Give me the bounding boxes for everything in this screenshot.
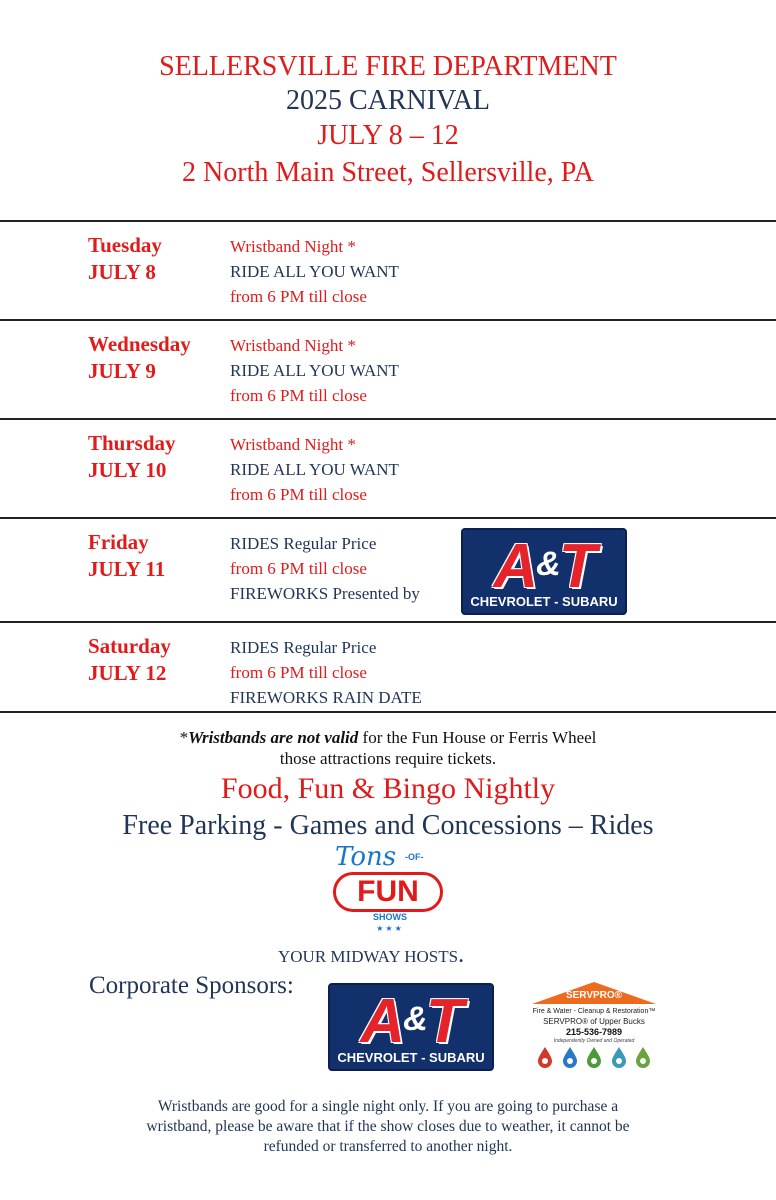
schedule-day xyxy=(88,430,176,484)
info-line-2: RIDE ALL YOU WANT xyxy=(230,262,399,281)
day-name: Friday xyxy=(88,530,149,554)
at-logo-subtitle: CHEVROLET - SUBARU xyxy=(337,1050,485,1065)
schedule-row xyxy=(0,319,776,418)
sponsor-at-logo xyxy=(328,983,494,1071)
corporate-sponsors-label: Corporate Sponsors: xyxy=(89,972,294,999)
day-name: Tuesday xyxy=(88,233,162,257)
day-name: Wednesday xyxy=(88,332,191,356)
servpro-location: SERVPRO® of Upper Bucks xyxy=(543,1017,645,1026)
schedule-day xyxy=(88,633,171,687)
day-name: Saturday xyxy=(88,634,171,658)
info-line-1: Wristband Night * xyxy=(230,237,356,256)
note-emphasis: Wristbands are not valid xyxy=(188,728,359,747)
schedule-info xyxy=(230,234,399,309)
header-dates: JULY 8 – 12 xyxy=(317,120,459,151)
at-chevrolet-subaru-logo xyxy=(461,528,627,615)
schedule-row xyxy=(0,621,776,713)
info-line-3: FIREWORKS RAIN DATE xyxy=(230,688,422,707)
schedule-row xyxy=(0,517,776,621)
schedule-day xyxy=(88,331,191,385)
mold-drop-icon xyxy=(585,1046,603,1068)
day-date: JULY 12 xyxy=(88,661,167,685)
day-date: JULY 9 xyxy=(88,359,156,383)
info-line-3: from 6 PM till close xyxy=(230,287,367,306)
at-logo-mark: A&T xyxy=(360,986,462,1056)
header-subtitle: 2025 CARNIVAL xyxy=(285,85,491,116)
schedule-day xyxy=(88,529,165,583)
info-line-1: RIDES Regular Price xyxy=(230,534,377,553)
food-fun-bingo-banner: Food, Fun & Bingo Nightly xyxy=(220,772,556,805)
fire-drop-icon xyxy=(536,1046,554,1068)
info-line-2: RIDE ALL YOU WANT xyxy=(230,460,399,479)
wristband-note xyxy=(0,727,776,769)
at-logo-subtitle: CHEVROLET - SUBARU xyxy=(470,594,618,609)
info-line-3: from 6 PM till close xyxy=(230,386,367,405)
info-line-1: Wristband Night * xyxy=(230,435,356,454)
midway-hosts: YOUR MIDWAY HOSTS. xyxy=(278,942,465,968)
servpro-label: SERVPRO® xyxy=(565,990,623,1001)
day-date: JULY 8 xyxy=(88,260,156,284)
schedule-info xyxy=(230,635,422,710)
schedule-day xyxy=(88,232,162,286)
servpro-logo xyxy=(532,982,656,1074)
schedule-info xyxy=(230,333,399,408)
disclaimer-line-3: refunded or transferred to another night. xyxy=(263,1138,513,1155)
refund-disclaimer xyxy=(0,1097,776,1157)
disclaimer-line-1: Wristbands are good for a single night only. If you are going to purchase a xyxy=(157,1098,619,1115)
schedule-info xyxy=(230,432,399,507)
cleaning-drop-icon xyxy=(610,1046,628,1068)
info-line-3: from 6 PM till close xyxy=(230,485,367,504)
tons-fun: FUN xyxy=(333,872,443,912)
schedule-info xyxy=(230,531,420,606)
servpro-ownership: Independently Owned and Operated xyxy=(553,1038,635,1044)
note-line-2: those attractions require tickets. xyxy=(279,749,497,768)
schedule-row xyxy=(0,220,776,319)
day-date: JULY 11 xyxy=(88,557,166,581)
info-line-2: RIDE ALL YOU WANT xyxy=(230,361,399,380)
schedule-row xyxy=(0,418,776,517)
disclaimer-line-2: wristband, please be aware that if the show closes due to weather, it cannot be xyxy=(146,1118,630,1135)
info-line-1: Wristband Night * xyxy=(230,336,356,355)
parking-banner: Free Parking - Games and Concessions – Rides xyxy=(122,810,654,841)
servpro-tagline: Fire & Water - Cleanup & Restoration™ xyxy=(532,1008,656,1015)
day-date: JULY 10 xyxy=(88,458,167,482)
event-header xyxy=(0,50,776,192)
note-line-1: *Wristbands are not valid for the Fun House or Ferris Wheel xyxy=(179,728,597,747)
header-title: SELLERSVILLE FIRE DEPARTMENT xyxy=(159,51,617,82)
document-drop-icon xyxy=(634,1046,652,1068)
info-line-2: from 6 PM till close xyxy=(230,663,367,682)
header-address: 2 North Main Street, Sellersville, PA xyxy=(182,157,594,188)
water-drop-icon xyxy=(561,1046,579,1068)
servpro-phone: 215-536-7989 xyxy=(565,1027,623,1037)
star-icon: ★★★ xyxy=(376,924,404,933)
at-logo-mark: A&T xyxy=(493,531,595,601)
info-line-2: from 6 PM till close xyxy=(230,559,367,578)
info-line-3: FIREWORKS Presented by xyxy=(230,584,420,603)
day-name: Thursday xyxy=(88,431,176,455)
tons-of-fun-shows-logo xyxy=(325,842,451,938)
schedule-table xyxy=(0,220,776,713)
tons-script: Tons xyxy=(335,842,397,872)
info-line-1: RIDES Regular Price xyxy=(230,638,377,657)
tons-shows: SHOWS xyxy=(372,912,407,922)
servpro-icons xyxy=(536,1046,652,1068)
tons-of: -OF- xyxy=(405,852,424,862)
